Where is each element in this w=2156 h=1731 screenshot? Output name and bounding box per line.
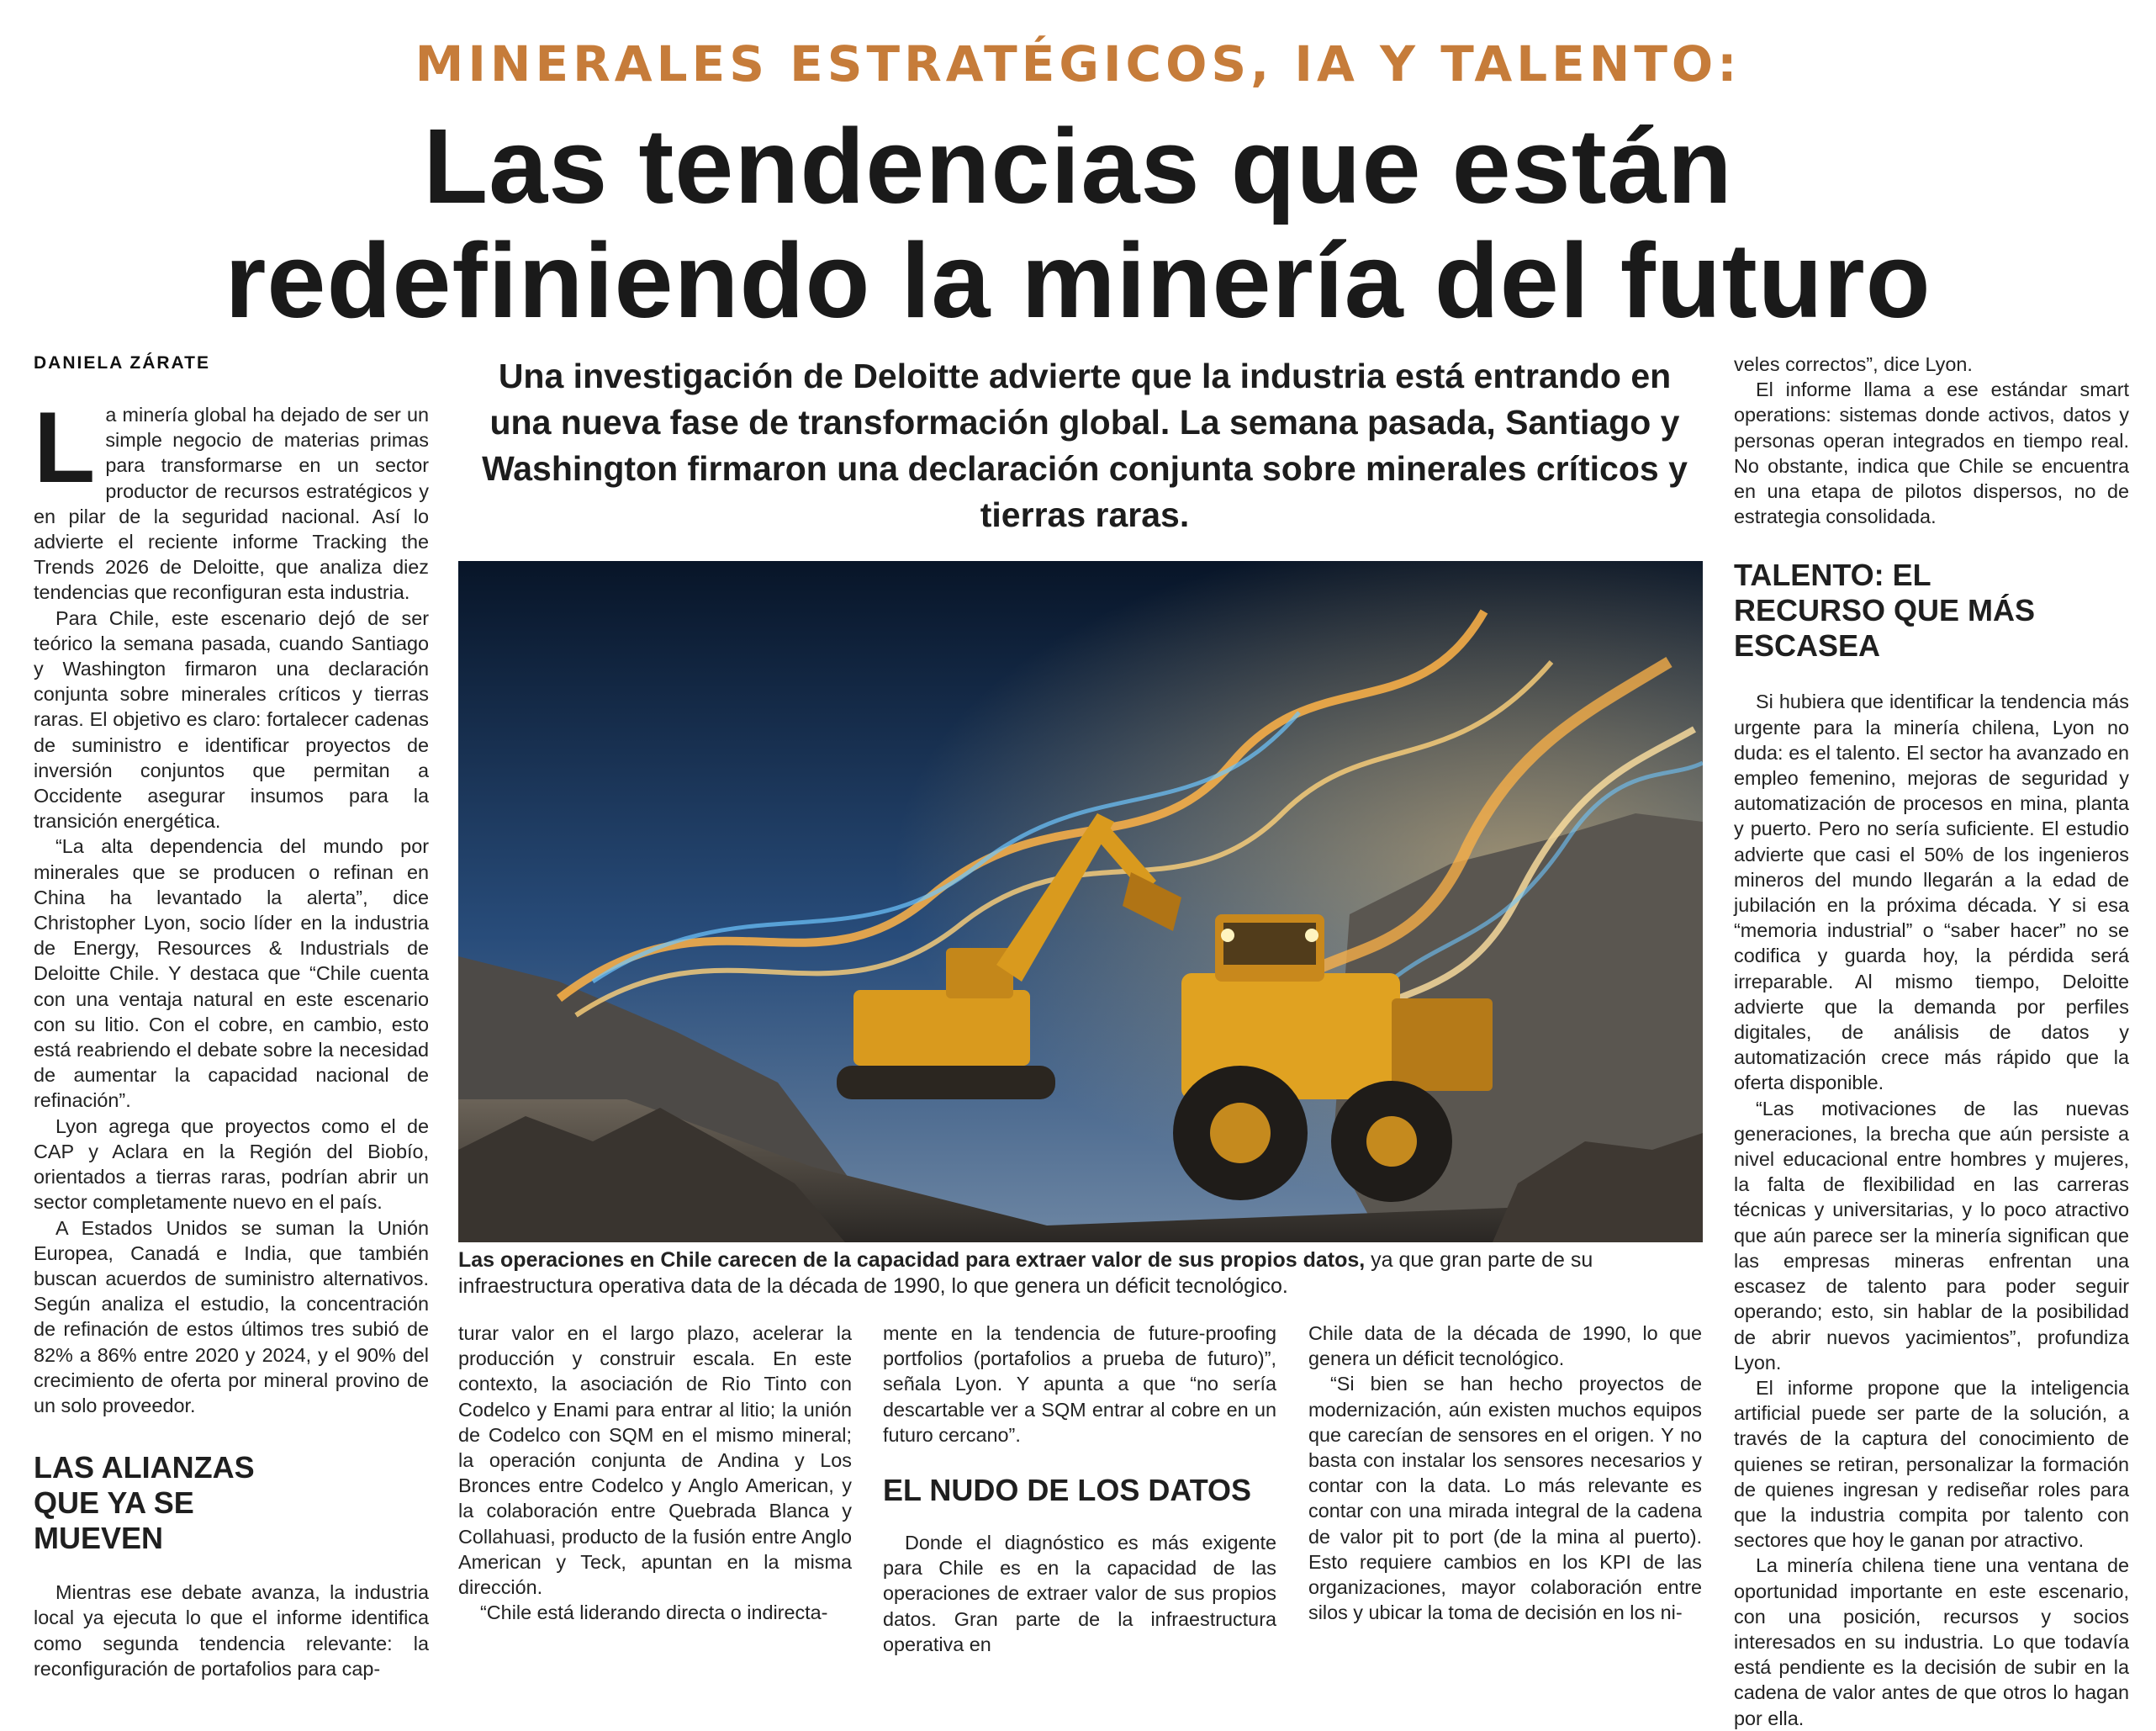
paragraph: La minería chilena tiene una ventana de oportunidad importante en este escenario, con una posición, recursos y socios interesados en su industria. Lo que todavía está pendiente es la decisión de subir en la cadena de valor antes de que otros lo hagan por ella. xyxy=(1734,1554,2129,1729)
mining-photo xyxy=(458,561,1703,1242)
byline: DANIELA ZÁRATE xyxy=(34,353,210,373)
paragraph: “Si bien se han hecho proyectos de modernización, aún existen muchos equipos que carecían de sensores en el origen. Y no basta con instalar los sensores necesarios y contar con la data. Lo más relevante es contar con una mirada integral de la cadena de valor pit to port (de la mina al puerto). Esto requiere cambios en los KPI de las organizaciones, mayor colaboración entre silos y ubicar la toma de decisión en los ni- xyxy=(1308,1373,1702,1624)
paragraph: El informe propone que la inteligencia artificial puede ser parte de la solución, a través de la captura del conocimiento de quienes se retiran, personalizar la formación de quienes ingresan y rediseñar roles para que la industria compita por talento con sectores que hoy le ganan por atractivo. xyxy=(1734,1376,2129,1552)
headline-line-1: Las tendencias que están xyxy=(423,107,1733,225)
photo-caption xyxy=(458,1247,1703,1300)
column-5 xyxy=(1734,352,2129,1731)
paragraph: El informe llama a ese estándar smart operations: sistemas donde activos, datos y personas operan integrados en tiempo real. No obstante, indica que Chile se encuentra en una etapa de pilotos dispersos, no de estrategia consolidada. xyxy=(1734,378,2129,528)
paragraph: “Chile está liderando directa o indirecta- xyxy=(480,1601,828,1624)
paragraph: “La alta dependencia del mundo por minerales que se producen o refinan en China ha levantado la alerta”, dice Christopher Lyon, socio líder en la industria de Energy, Resources & Industrials de Deloitte Chile. Y destaca que “Chile cuenta con una ventaja natural en este escenario con su litio. Con el cobre, en cambio, esto está reabriendo el debate sobre la necesidad de aumentar la capacidad nacional de refinación”. xyxy=(34,835,429,1112)
paragraph: Lyon agrega que proyectos como el de CAP y Aclara en la Región del Biobío, orientados a tierras raras, podrían abrir un sector completamente nuevo en el país. xyxy=(34,1114,429,1214)
drop-cap: L xyxy=(34,391,96,504)
kicker: MINERALES ESTRATÉGICOS, IA Y TALENTO: xyxy=(415,35,1741,93)
column-3 xyxy=(883,1321,1276,1657)
paragraph: veles correctos”, dice Lyon. xyxy=(1734,353,1973,375)
section-subhead: TALENTO: EL RECURSO QUE MÁS ESCASEA xyxy=(1734,558,2036,664)
paragraph: A Estados Unidos se suman la Unión Europea, Canadá e India, que también buscan acuerdos de suministro alternativos. Según analiza el estudio, la concentración de refinación de estos últimos tres subió de 82% a 86% entre 2020 y 2024, y el 90% del crecimiento de oferta por mineral provino de un solo proveedor. xyxy=(34,1216,429,1416)
paragraph: Si hubiera que identificar la tendencia más urgente para la minería chilena, Lyon no duda: es el talento. El sector ha avanzado en empleo femenino, mejoras de seguridad y automatización de procesos en mina, planta y puerto. Pero no sería suficiente. El estudio advierte que casi el 50% de los ingenieros mineros del mundo llegarán a la edad de jubilación en la próxima década. Y si esa “memoria industrial” o “saber hacer” no se codifica y guarda hoy, la pérdida será irreparable. Al mismo tiempo, Deloitte advierte que la demanda por perfiles digitales, de análisis de datos y automatización crece más rápido que la oferta disponible. xyxy=(1734,691,2129,1094)
dek: Una investigación de Deloitte advierte que la industria está entrando en una nueva fase de transformación global. La semana pasada, Santiago y Washington firmaron una declaración conjunta sobre minerales críticos y tierras raras. xyxy=(482,357,1688,534)
paragraph: turar valor en el largo plazo, acelerar la producción y construir escala. En este contexto, la asociación de Rio Tinto con Codelco y Enami para entrar al litio; la unión de Codelco con SQM en el mismo mineral; la operación conjunta de Andina y Los Bronces entre Codelco y Anglo American, y la colaboración entre Quebrada Blanca y Collahuasi, producto de la fusión entre Anglo American y Teck, apuntan en la misma dirección. xyxy=(458,1322,852,1599)
paragraph: Para Chile, este escenario dejó de ser teórico la semana pasada, cuando Santiago y Washington firmaron una declaración conjunta sobre minerales críticos y tierras raras. El objetivo es claro: fortalecer cadenas de suministro e identificar proyectos de inversión conjuntos que permitan a Occidente asegurar insumos para la transición energética. xyxy=(34,606,429,833)
paragraph: Donde el diagnóstico es más exigente para Chile es en la capacidad de las operaciones de extraer valor de sus propios datos. Gran parte de la infraestructura operativa en xyxy=(883,1532,1276,1655)
paragraph: La minería global ha dejado de ser un simple negocio de materias primas para transformarse en un sector productor de recursos estratégicos y en pilar de la seguridad nacional. Así lo advierte el reciente informe Tracking the Trends 2026 de Deloitte, que analiza diez tendencias que reconfiguran esta industria. xyxy=(34,391,429,604)
section-subhead: EL NUDO DE LOS DATOS xyxy=(883,1473,1252,1508)
column-1 xyxy=(34,391,429,1681)
paragraph: “Las motivaciones de las nuevas generaciones, la brecha que aún persiste a nivel educacional entre hombres y mujeres, la falta de flexibilidad en las carreras técnicas y universitarias, y lo poco atractivo que aún parece ser la minería significan que las empresas mineras enfrentan una escasez de talento para poder seguir operando; esto, sin hablar de la posibilidad de abrir nuevos yacimientos”, profundiza Lyon. xyxy=(1734,1097,2129,1374)
paragraph: Mientras ese debate avanza, la industria local ya ejecuta lo que el informe identifica como segunda tendencia relevante: la reconfiguración de portafolios para cap- xyxy=(34,1581,429,1680)
caption-bold: Las operaciones en Chile carecen de la capacidad para extraer valor de sus propios datos, xyxy=(458,1248,1366,1272)
headline xyxy=(0,109,2156,338)
section-subhead: LAS ALIANZAS QUE YA SE MUEVEN xyxy=(34,1450,255,1556)
paragraph: Chile data de la década de 1990, lo que genera un déficit tecnológico. xyxy=(1308,1322,1702,1370)
paragraph: mente en la tendencia de future-proofing portfolios (portafolios a prueba de futuro)”, señala Lyon. Y apunta a que “no sería descartable ver a SQM entrar al cobre en un futuro cercano”. xyxy=(883,1322,1276,1446)
column-4 xyxy=(1308,1321,1702,1625)
column-2 xyxy=(458,1321,852,1625)
headline-line-2: redefiniendo la minería del futuro xyxy=(225,221,1931,340)
caption-rest: ya que gran parte de su infraestructura operativa data de la década de 1990, lo que genera un déficit tecnológico. xyxy=(458,1248,1593,1298)
